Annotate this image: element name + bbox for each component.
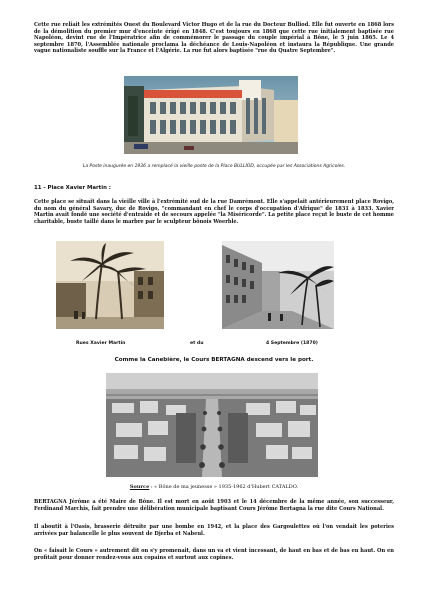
paragraph-place-xavier-martin: Cette place se situait dans la vieille ville à l'extrémité sud de la rue Damrémont. Elle s'appelait antérieurement place Rovigo, du nom du général Savary, duc de Rovigo, "commandant en chef le corps d'occupation d'Afrique" de 1831 à 1833. Xavier Martin avait fondé une société d'entraide et de secours appelée "la Miséricorde". La petite place reçut le buste de cet homme charitable, buste taillé dans le marbre par le sculpteur bônois Woerble. (34, 199, 394, 225)
photo-la-poste (124, 76, 298, 154)
paragraph-bertagna-maire: BERTAGNA Jérôme a été Maire de Bône. Il est mort en août 1903 et le 14 décembre de la même année, son successeur, Ferdinand Marchis, fait prendre une délibération municipale baptisant Cours Jérôme Bertagna la rue dite Cours National. (34, 499, 394, 512)
section-heading-place-xavier-martin: 11 - Place Xavier Martin : (34, 185, 111, 191)
label-4-septembre: 4 Septembre (1870) (266, 341, 318, 346)
photo-rue-xavier-martin (56, 241, 164, 329)
label-et-du: et du (190, 341, 204, 346)
heading-cours-bertagna: Comme la Canebière, le Cours BERTAGNA descend vers le port. (114, 357, 314, 363)
photo-rue-du-4-septembre (222, 241, 334, 329)
source-text: : « Bône de ma jeunesse » 1935-1962 d'Hubert CATALDO. (149, 484, 299, 490)
paragraph-faisait-le-cours: On « faisait le Cours » autrement dit on s'y promenait, dans un va et vient incessant, de haut en bas et de bas en haut. On en profitait pour donner rendez-vous aux copains et surtout aux copines. (34, 548, 394, 561)
caption-la-poste: La Poste inaugurée en 1936 a remplacé la vieille poste de la Place BULLIOD, occupée par les Associations Agricoles. (82, 164, 346, 169)
paragraph-oasis: Il aboutit à l'Oasis, brasserie détruite par une bombe en 1942, et la place des Gargoulettes où l'on vendait les poteries arrivées par balancelle le plus souvent de Djerba et Nabeul. (34, 524, 394, 537)
source-label: Source (129, 484, 150, 490)
label-rues-xavier-martin: Rues Xavier Martin (76, 341, 126, 346)
paragraph-rue-quatre-septembre: Cette rue reliait les extrémités Ouest du Boulevard Victor Hugo et de la rue du Docteur Bulliod. Elle fut ouverte en 1868 lors de la démolition du premier mur d'enceinte érigé en 1848. C'est toujours en 1868 que cette rue initialement baptisée rue Napoléon, devint rue de l'Impératrice afin de commémorer le passage du couple impérial à Bône, le 5 juin 1865. Le 4 septembre 1870, l'Assemblée nationale proclama la déchéance de Louis-Napoléon et instaura la République. Une grande vague nationaliste souffle sur la France et l'Algérie. La rue fut alors baptisée "rue du Quatre Septembre". (34, 22, 394, 55)
photo-cours-bertagna-aerial (106, 373, 318, 477)
source-credit (34, 484, 394, 490)
